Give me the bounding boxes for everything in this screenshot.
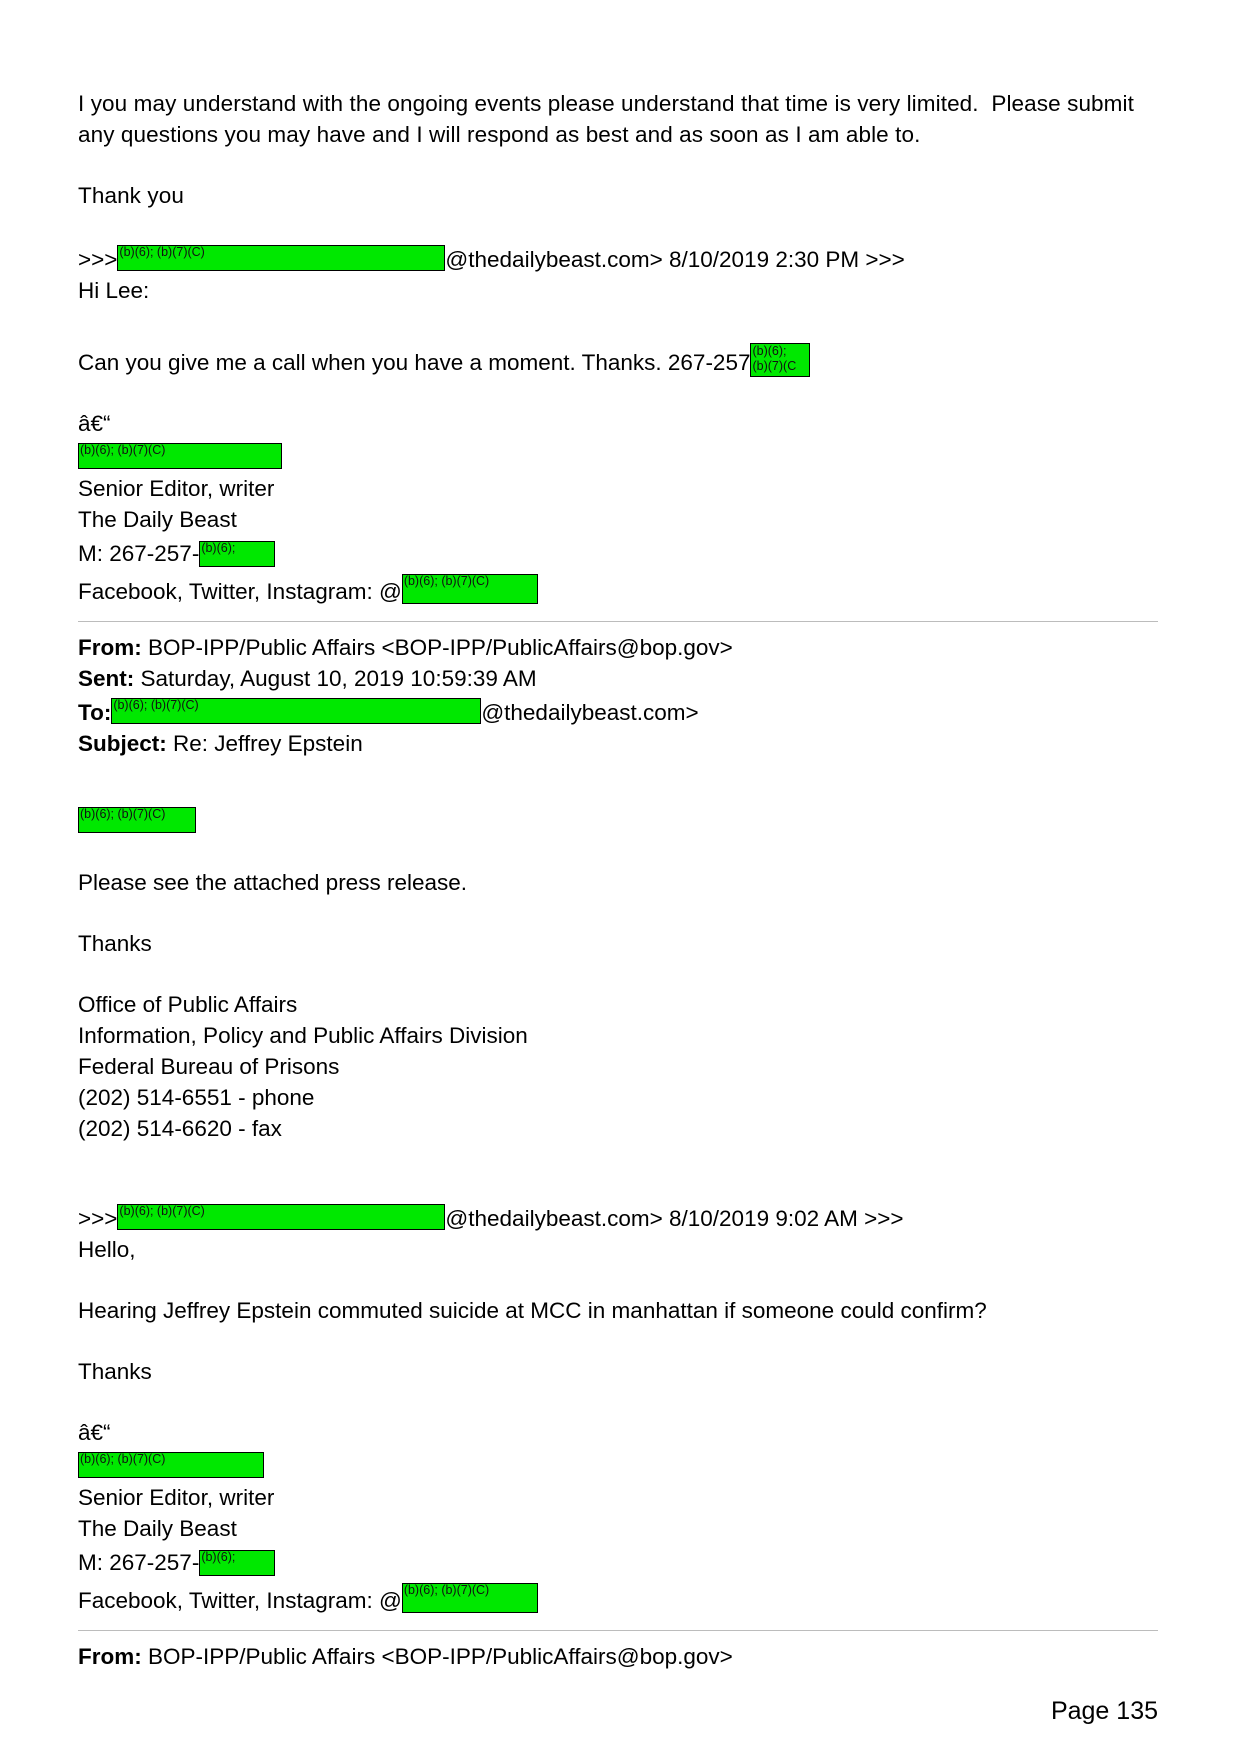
greeting-2: Hello,: [78, 1237, 136, 1262]
quote-suffix-1: @thedailybeast.com> 8/10/2019 2:30 PM >>>: [445, 247, 905, 272]
email-body: [78, 88, 1158, 1672]
signature-mobile-2: [78, 1544, 1158, 1578]
page-number: Page 135: [1050, 1697, 1158, 1725]
call-request-line: [78, 336, 1158, 378]
redaction-line-1: (b)(6);: [201, 1550, 236, 1564]
redacted-salutation: [78, 803, 1158, 837]
signature-mobile-1: [78, 535, 1158, 569]
redaction-box: [199, 1550, 275, 1576]
header-from-label-2: From:: [78, 1644, 142, 1669]
redaction-box: [750, 343, 810, 377]
signature-mobile-prefix-1: M: 267-257-: [78, 541, 200, 566]
redaction-box: (b)(6); (b)(7)(C): [402, 574, 538, 604]
header-sent-label-1: Sent:: [78, 666, 135, 691]
header-to-1: [78, 694, 1158, 728]
signature-dash-1: â€“: [78, 411, 111, 436]
signature-dash-2: â€“: [78, 1420, 111, 1445]
greeting-1: Hi Lee:: [78, 278, 150, 303]
office-line-2: Information, Policy and Public Affairs Division: [78, 1023, 528, 1048]
redaction-box: (b)(6); (b)(7)(C): [78, 443, 282, 469]
email-divider-1: [78, 621, 1158, 622]
signature-social-prefix-1: Facebook, Twitter, Instagram: @: [78, 579, 402, 604]
signature-org-1: The Daily Beast: [78, 507, 237, 532]
redaction-box: (b)(6); (b)(7)(C): [117, 245, 445, 271]
signature-social-1: [78, 569, 1158, 607]
redaction-box: [199, 541, 275, 567]
redaction-box: (b)(6); (b)(7)(C): [78, 807, 196, 833]
signature-mobile-prefix-2: M: 267-257-: [78, 1550, 200, 1575]
header-from-1: [78, 632, 1158, 663]
email-headers-1: [78, 632, 1158, 759]
office-line-3: Federal Bureau of Prisons: [78, 1054, 340, 1079]
redaction-box: (b)(6); (b)(7)(C): [111, 698, 481, 724]
header-to-label-1: To:: [78, 700, 112, 725]
header-sent-value-1: Saturday, August 10, 2019 10:59:39 AM: [140, 666, 537, 691]
signature-title-1: Senior Editor, writer: [78, 476, 275, 501]
question-line: Hearing Jeffrey Epstein commuted suicide at MCC in manhattan if someone could confirm?: [78, 1298, 987, 1323]
header-from-value-2: BOP-IPP/Public Affairs <BOP-IPP/PublicAffairs@bop.gov>: [148, 1644, 733, 1669]
header-subject-label-1: Subject:: [78, 731, 167, 756]
office-phone: (202) 514-6551 - phone: [78, 1085, 315, 1110]
signature-org-2: The Daily Beast: [78, 1516, 237, 1541]
thanks-line-1: Thanks: [78, 931, 152, 956]
quote-header-2: [78, 1200, 1158, 1234]
quote-suffix-2: @thedailybeast.com> 8/10/2019 9:02 AM >>>: [445, 1206, 904, 1231]
header-subject-value-1: Re: Jeffrey Epstein: [173, 731, 363, 756]
header-to-suffix-1: @thedailybeast.com>: [481, 700, 699, 725]
quote-prefix-1: >>>: [78, 247, 118, 272]
redaction-line-2: (b)(7)(C: [752, 359, 797, 373]
header-from-label-1: From:: [78, 635, 142, 660]
call-request-text: Can you give me a call when you have a moment. Thanks. 267-257: [78, 350, 751, 375]
signature-social-2: [78, 1578, 1158, 1616]
header-from-2: [78, 1641, 1158, 1672]
signature-social-prefix-2: Facebook, Twitter, Instagram: @: [78, 1588, 402, 1613]
office-fax: (202) 514-6620 - fax: [78, 1116, 282, 1141]
quote-header-1: [78, 241, 1158, 275]
quote-prefix-2: >>>: [78, 1206, 118, 1231]
header-from-value-1: BOP-IPP/Public Affairs <BOP-IPP/PublicAffairs@bop.gov>: [148, 635, 733, 660]
redaction-line-1: (b)(6);: [201, 541, 236, 555]
email-divider-2: [78, 1630, 1158, 1631]
intro-paragraph: I you may understand with the ongoing events please understand that time is very limited. Please submit any questions you may have and I will respond as best and as soon as I am able to.: [78, 91, 1141, 147]
thanks-line-2: Thanks: [78, 1359, 152, 1384]
redaction-box: (b)(6); (b)(7)(C): [117, 1204, 445, 1230]
signature-title-2: Senior Editor, writer: [78, 1485, 275, 1510]
office-line-1: Office of Public Affairs: [78, 992, 298, 1017]
header-sent-1: [78, 663, 1158, 694]
redaction-line-1: (b)(6);: [752, 344, 787, 358]
signature-name-2: [78, 1448, 1158, 1482]
redaction-box: (b)(6); (b)(7)(C): [402, 1583, 538, 1613]
redaction-box: (b)(6); (b)(7)(C): [78, 1452, 264, 1478]
signature-name-1: [78, 439, 1158, 473]
press-release-line: Please see the attached press release.: [78, 870, 467, 895]
thank-you-line: Thank you: [78, 183, 184, 208]
header-subject-1: [78, 728, 1158, 759]
